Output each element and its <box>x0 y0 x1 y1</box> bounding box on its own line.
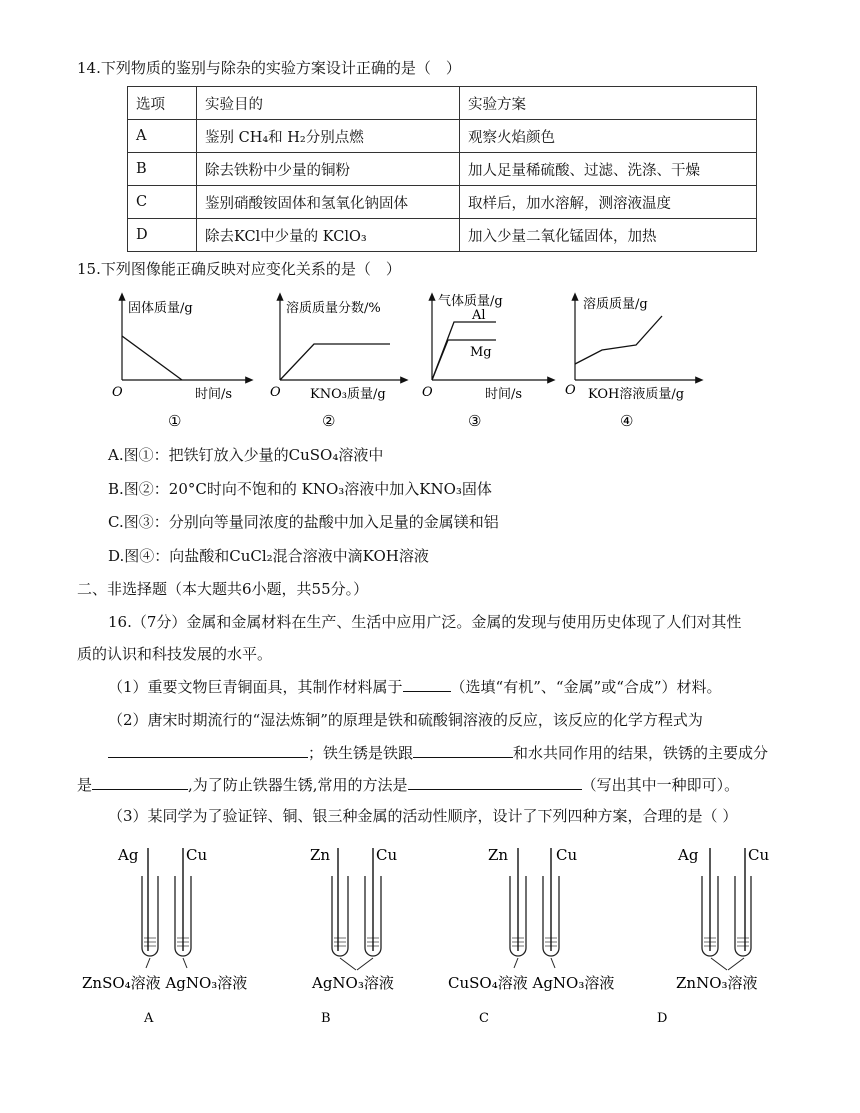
graph-3-number: ③ <box>468 412 482 430</box>
metal-label-left: Ag <box>118 846 139 864</box>
solution-label: CuSO₄溶液 AgNO₃溶液 <box>448 974 615 992</box>
solution-label: ZnSO₄溶液 AgNO₃溶液 <box>82 974 248 992</box>
metal-label-right: Cu <box>376 846 398 864</box>
graph-3-mg-label: Mg <box>470 345 492 360</box>
q16-part3: （3）某同学为了验证锌、铜、银三种金属的活动性顺序，设计了下列四种方案，合理的是（ ） <box>108 807 738 825</box>
graph-4-number: ④ <box>620 412 634 430</box>
answer-blank[interactable] <box>408 775 582 790</box>
row-option: D <box>128 219 197 252</box>
option-label: B <box>321 1011 331 1026</box>
header-plan: 实验方案 <box>460 87 757 120</box>
row-option: B <box>128 153 197 186</box>
q15-option-b: B.图②：20°C时向不饱和的 KNO₃溶液中加入KNO₃固体 <box>108 480 492 498</box>
graph-2-curve <box>280 344 390 380</box>
q16-part1 <box>108 676 722 697</box>
apparatus-c <box>448 846 614 1026</box>
q16-part2-line1: （2）唐宋时期流行的“湿法炼铜”的原理是铁和硫酸铜溶液的反应，该反应的化学方程式为 <box>108 711 703 729</box>
test-tube <box>735 876 751 956</box>
graph-3 <box>422 293 552 430</box>
metal-label-right: Cu <box>186 846 208 864</box>
q16-part2-text-end: （写出其中一种即可）。 <box>581 776 740 794</box>
answer-blank[interactable] <box>403 677 451 692</box>
solution-label: AgNO₃溶液 <box>312 974 394 992</box>
option-label: C <box>479 1011 489 1026</box>
metal-label-left: Zn <box>310 846 331 864</box>
solution-label: ZnNO₃溶液 <box>676 974 758 992</box>
row-plan: 加入少量二氧化锰固体，加热 <box>460 219 757 252</box>
table-row <box>128 219 757 252</box>
row-plan: 取样后，加水溶解，测溶液温度 <box>460 186 757 219</box>
row-purpose: 除去铁粉中少量的铜粉 <box>197 153 460 186</box>
q16-part1-text-end: （选填“有机”、“金属”或“合成”）材料。 <box>450 678 722 696</box>
graph-3-ylabel: 气体质量/g <box>438 294 503 309</box>
apparatus-a <box>82 846 247 1026</box>
metal-label-left: Ag <box>678 846 699 864</box>
graph-1-xlabel: 时间/s <box>195 387 233 402</box>
apparatus-figures <box>70 838 790 1033</box>
table-header-row <box>128 87 757 120</box>
graph-4-ylabel: 溶质质量/g <box>583 297 648 312</box>
section-heading: 二、非选择题（本大题共6小题，共55分。） <box>77 580 369 598</box>
q15-stem: 15.下列图像能正确反映对应变化关系的是（ ） <box>77 260 401 278</box>
q16-intro-line1: 16.（7分）金属和金属材料在生产、生活中应用广泛。金属的发现与使用历史体现了人们对其性 <box>108 613 742 631</box>
q14-stem: 14.下列物质的鉴别与除杂的实验方案设计正确的是（ ） <box>77 59 461 77</box>
graph-1 <box>112 296 250 430</box>
metal-label-right: Cu <box>556 846 578 864</box>
header-purpose: 实验目的 <box>197 87 460 120</box>
q16-part1-text: （1）重要文物巨青铜面具，其制作材料属于 <box>108 678 403 696</box>
graph-3-al-label: Al <box>472 308 486 323</box>
q15-option-c: C.图③：分别向等量同浓度的盐酸中加入足量的金属镁和铝 <box>108 513 499 531</box>
graph-1-number: ① <box>168 412 182 430</box>
row-option: C <box>128 186 197 219</box>
option-label: D <box>657 1011 668 1026</box>
graph-2-origin: O <box>270 385 281 400</box>
q15-option-a: A.图①：把铁钉放入少量的CuSO₄溶液中 <box>108 446 384 464</box>
graph-4-xlabel: KOH溶液质量/g <box>588 387 685 402</box>
table-row <box>128 120 757 153</box>
graph-2-number: ② <box>322 412 336 430</box>
graph-2-ylabel: 溶质质量分数/% <box>286 301 381 316</box>
graph-3-origin: O <box>422 385 433 400</box>
header-option: 选项 <box>128 87 197 120</box>
graph-4 <box>565 296 700 430</box>
graph-4-curve <box>575 316 662 364</box>
row-purpose: 除去KCl中少量的 KClO₃ <box>197 219 460 252</box>
answer-blank[interactable] <box>108 743 308 758</box>
row-purpose: 鉴别硝酸铵固体和氢氧化钠固体 <box>197 186 460 219</box>
graph-1-origin: O <box>112 385 123 400</box>
graph-2-xlabel: KNO₃质量/g <box>310 387 386 402</box>
metal-label-right: Cu <box>748 846 770 864</box>
q14-table <box>127 86 757 252</box>
q16-part2-line3 <box>77 774 739 795</box>
graph-1-curve <box>122 336 182 380</box>
graph-4-origin: O <box>565 383 576 398</box>
test-tube <box>332 876 348 956</box>
q15-graphs <box>100 288 740 434</box>
q16-part2-text-cont: ,为了防止铁器生锈,常用的方法是 <box>188 776 408 794</box>
q16-intro-line2: 质的认识和科技发展的水平。 <box>77 645 273 663</box>
q16-part2-text-cont: 和水共同作用的结果，铁锈的主要成分 <box>513 744 769 762</box>
graph-2 <box>270 296 405 430</box>
table-row <box>128 153 757 186</box>
q16-part2-line2 <box>108 742 768 763</box>
q16-part2-text: ；铁生锈是铁跟 <box>308 744 414 762</box>
row-plan: 加人足量稀硫酸、过滤、洗涤、干燥 <box>460 153 757 186</box>
q15-option-d: D.图④：向盐酸和CuCl₂混合溶液中滴KOH溶液 <box>108 547 429 565</box>
q16-part2-text: 是 <box>77 776 93 794</box>
apparatus-b <box>310 846 397 1026</box>
option-label: A <box>144 1011 154 1026</box>
answer-blank[interactable] <box>413 743 513 758</box>
metal-label-left: Zn <box>488 846 509 864</box>
test-tube <box>142 876 158 956</box>
row-purpose: 鉴别 CH₄和 H₂分别点燃 <box>197 120 460 153</box>
graph-3-xlabel: 时间/s <box>485 387 523 402</box>
table-row <box>128 186 757 219</box>
apparatus-d <box>657 846 769 1026</box>
row-option: A <box>128 120 197 153</box>
row-plan: 观察火焰颜色 <box>460 120 757 153</box>
graph-1-ylabel: 固体质量/g <box>128 301 193 316</box>
answer-blank[interactable] <box>92 775 188 790</box>
